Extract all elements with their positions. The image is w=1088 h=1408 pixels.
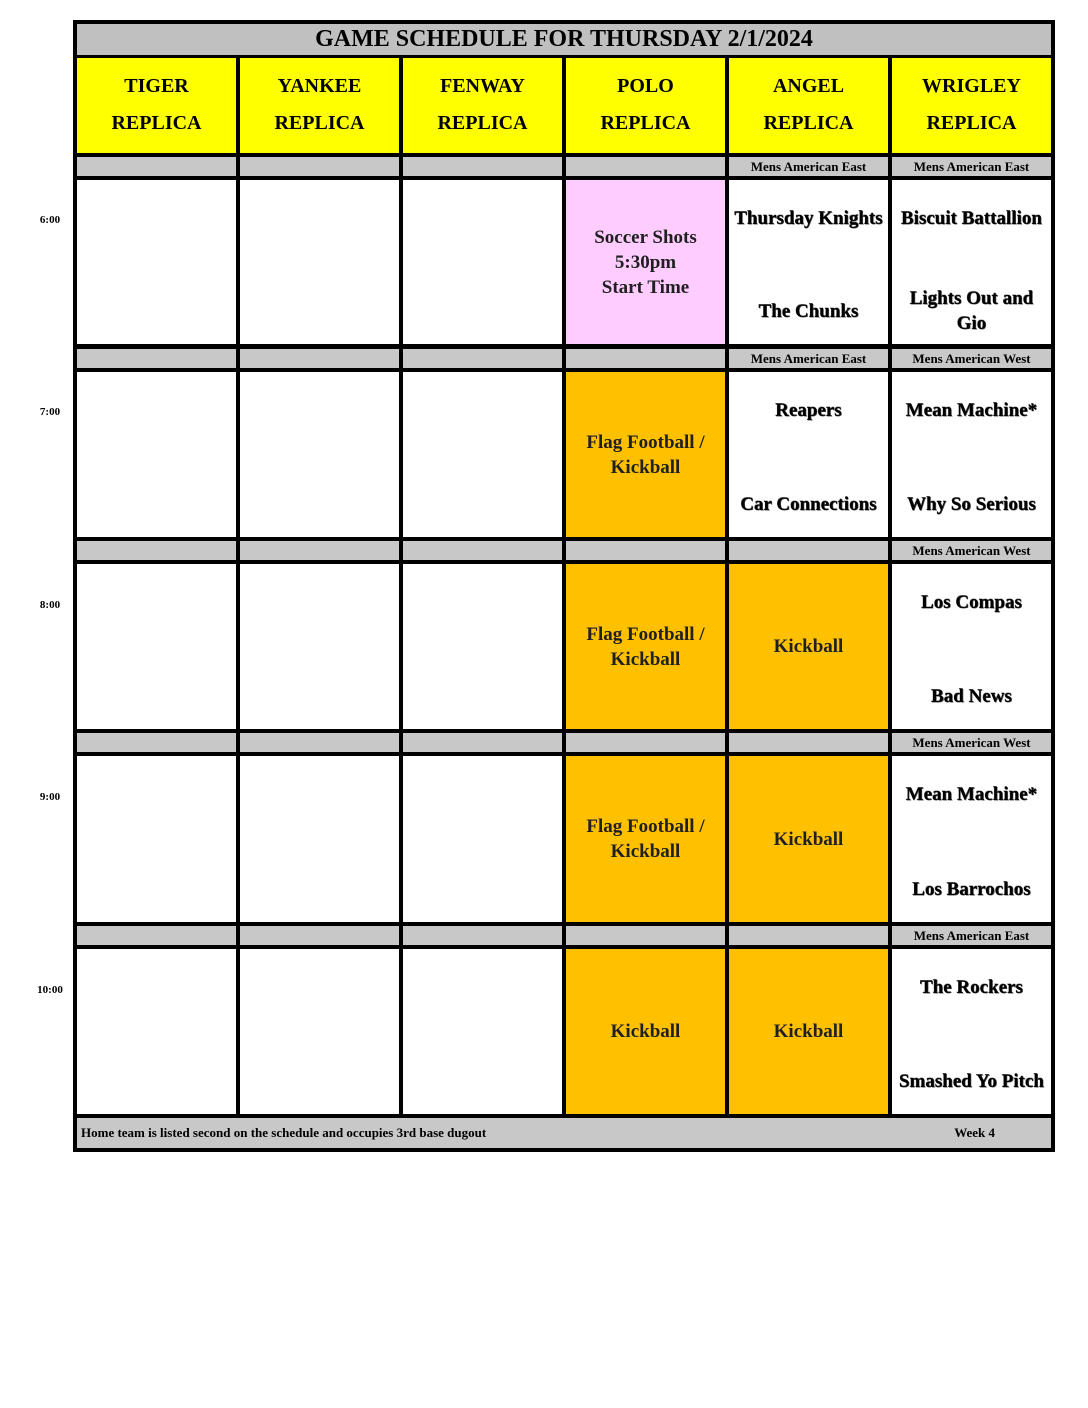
footer-bar: [77, 1118, 1051, 1148]
divider-cell: [240, 157, 399, 176]
empty-slot: [77, 180, 236, 344]
divider-cell: [729, 541, 888, 560]
header-fenway: [403, 58, 562, 153]
divider-cell: [77, 349, 236, 368]
time-label: 8:00: [39, 599, 61, 611]
divider-cell: [566, 157, 725, 176]
field-sub: REPLICA: [600, 112, 691, 134]
division-text: Mens American West: [912, 734, 1031, 750]
activity-line: Kickball: [773, 828, 844, 850]
field-sub: REPLICA: [926, 112, 1017, 134]
angel-activity: [729, 564, 888, 729]
empty-slot: [240, 564, 399, 729]
divider-cell: [403, 157, 562, 176]
field-sub: REPLICA: [437, 112, 528, 134]
division-label: [729, 157, 888, 176]
activity-line: Flag Football /: [586, 431, 705, 453]
field-sub: REPLICA: [111, 112, 202, 134]
away-team: Mean Machine*: [905, 400, 1038, 421]
activity-line: Kickball: [610, 841, 681, 862]
header-tiger: [77, 58, 236, 153]
divider-cell: [403, 349, 562, 368]
divider-cell: [77, 541, 236, 560]
game-cell: [892, 180, 1051, 344]
divider-cell: [240, 349, 399, 368]
empty-slot: [77, 372, 236, 537]
angel-activity: [729, 949, 888, 1114]
polo-activity: [566, 949, 725, 1114]
division-text: Mens American West: [912, 350, 1031, 366]
empty-slot: [77, 756, 236, 922]
game-cell: [729, 180, 888, 344]
game-cell: [892, 756, 1051, 922]
schedule-title-text: GAME SCHEDULE FOR THURSDAY 2/1/2024: [315, 26, 813, 52]
schedule-table: [73, 20, 1055, 1152]
divider-cell: [240, 926, 399, 945]
home-team: Bad News: [931, 686, 1012, 707]
divider-cell: [240, 733, 399, 752]
divider-cell: [77, 926, 236, 945]
header-wrigley: [892, 58, 1051, 153]
home-team: Why So Serious: [907, 494, 1036, 515]
divider-cell: [566, 349, 725, 368]
division-label: [892, 541, 1051, 560]
divider-cell: [77, 733, 236, 752]
field-name: YANKEE: [277, 75, 362, 97]
activity-line: Soccer Shots: [594, 226, 697, 248]
divider-cell: [566, 733, 725, 752]
empty-slot: [77, 564, 236, 729]
empty-slot: [240, 372, 399, 537]
field-sub: REPLICA: [763, 112, 854, 134]
activity-line: Flag Football /: [586, 623, 705, 645]
empty-slot: [240, 756, 399, 922]
schedule-title: [77, 24, 1051, 55]
home-team: The Chunks: [758, 301, 859, 322]
activity-line: Kickball: [610, 456, 681, 478]
empty-slot: [403, 756, 562, 922]
division-label: [892, 926, 1051, 945]
away-team: Los Compas: [921, 592, 1022, 613]
divider-cell: [729, 733, 888, 752]
empty-slot: [403, 180, 562, 344]
field-sub: REPLICA: [274, 112, 365, 134]
divider-cell: [240, 541, 399, 560]
field-name: ANGEL: [772, 75, 845, 97]
field-name: WRIGLEY: [922, 75, 1021, 97]
activity-line: Kickball: [610, 1021, 681, 1042]
away-team: Mean Machine*: [905, 784, 1038, 805]
game-cell: [892, 372, 1051, 537]
empty-slot: [403, 949, 562, 1114]
time-label: 10:00: [37, 984, 63, 996]
away-team: Biscuit Battallion: [901, 208, 1042, 229]
divider-cell: [403, 733, 562, 752]
field-name: TIGER: [124, 75, 189, 97]
game-cell: [892, 564, 1051, 729]
time-label: 7:00: [39, 406, 61, 418]
activity-line: Kickball: [610, 648, 681, 670]
home-team: Car Connections: [740, 494, 877, 515]
divider-cell: [566, 926, 725, 945]
header-polo: [566, 58, 725, 153]
empty-slot: [403, 564, 562, 729]
division-label: [729, 349, 888, 368]
activity-line: Flag Football /: [586, 816, 705, 837]
game-cell: [729, 372, 888, 537]
empty-slot: [403, 372, 562, 537]
away-team: The Rockers: [920, 977, 1023, 998]
empty-slot: [240, 180, 399, 344]
field-name: POLO: [617, 75, 674, 97]
game-cell: [892, 949, 1051, 1114]
away-team: Thursday Knights: [734, 208, 883, 229]
activity-line: 5:30pm: [614, 251, 677, 273]
activity-line: Start Time: [601, 276, 690, 298]
header-angel: [729, 58, 888, 153]
activity-line: Kickball: [773, 1021, 844, 1042]
polo-activity: [566, 756, 725, 922]
divider-cell: [729, 926, 888, 945]
division-label: [892, 349, 1051, 368]
time-label: 9:00: [39, 791, 61, 803]
polo-activity: [566, 372, 725, 537]
divider-cell: [566, 541, 725, 560]
divider-cell: [403, 541, 562, 560]
home-team: Lights Out and Gio: [909, 288, 1034, 334]
division-text: Mens American East: [913, 158, 1030, 174]
home-team: Los Barrochos: [912, 879, 1031, 900]
divider-cell: [403, 926, 562, 945]
header-yankee: [240, 58, 399, 153]
week-label: Week 4: [954, 1125, 995, 1140]
activity-line: Kickball: [773, 636, 844, 657]
home-team: Smashed Yo Pitch: [899, 1071, 1044, 1092]
divider-cell: [77, 157, 236, 176]
division-text: Mens American West: [912, 542, 1031, 558]
polo-activity: [566, 180, 725, 344]
division-text: Mens American East: [750, 158, 867, 174]
division-label: [892, 157, 1051, 176]
angel-activity: [729, 756, 888, 922]
division-text: Mens American East: [913, 927, 1030, 943]
time-label: 6:00: [39, 214, 61, 226]
away-team: Reapers: [775, 400, 842, 421]
division-label: [892, 733, 1051, 752]
footer-note: Home team is listed second on the schedule and occupies 3rd base dugout: [81, 1125, 487, 1140]
division-text: Mens American East: [750, 350, 867, 366]
empty-slot: [240, 949, 399, 1114]
polo-activity: [566, 564, 725, 729]
field-name: FENWAY: [440, 75, 525, 97]
empty-slot: [77, 949, 236, 1114]
